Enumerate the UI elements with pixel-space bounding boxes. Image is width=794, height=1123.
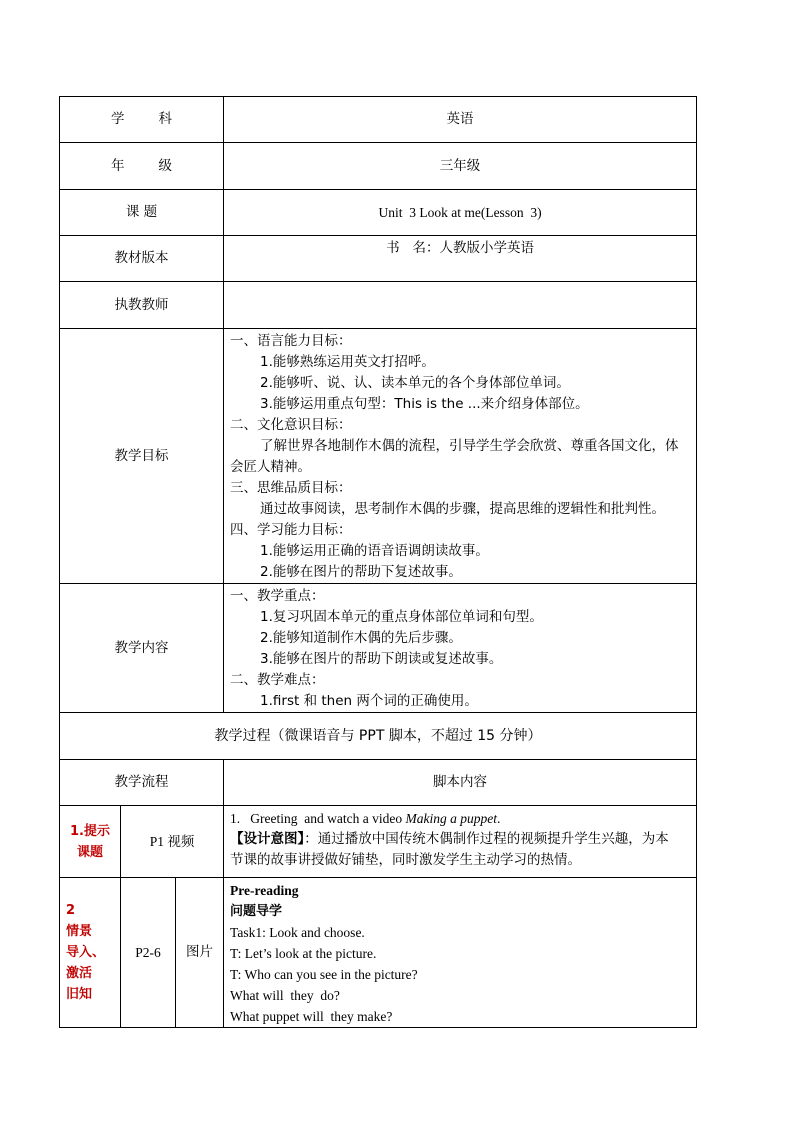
row-content bbox=[60, 584, 697, 713]
step2-line: T: Who can you see in the picture? bbox=[230, 967, 418, 982]
content-line: 1.复习巩固本单元的重点身体部位单词和句型。 bbox=[260, 609, 543, 625]
flow-header-right: 脚本内容 bbox=[224, 760, 697, 806]
content-content bbox=[224, 584, 697, 713]
objectives-line: 通过故事阅读，思考制作木偶的步骤，提高思维的逻辑性和批判性。 bbox=[260, 501, 666, 517]
step2-script bbox=[224, 878, 697, 1028]
row-teacher bbox=[60, 282, 697, 329]
content-line: 二、教学难点： bbox=[230, 672, 325, 688]
content-line: 3.能够在图片的帮助下朗读或复述故事。 bbox=[260, 651, 503, 667]
process-title: 教学过程（微课语音与 PPT 脚本，不超过 15 分钟） bbox=[60, 713, 697, 760]
objectives-line: 四、学习能力目标： bbox=[230, 522, 352, 538]
textbook-value: 书 名：人教版小学英语 bbox=[224, 236, 697, 282]
step1-slide: P1 视频 bbox=[121, 806, 224, 878]
teacher-label: 执教教师 bbox=[60, 282, 224, 329]
textbook-label: 教材版本 bbox=[60, 236, 224, 282]
content-label: 教学内容 bbox=[60, 584, 224, 713]
row-topic bbox=[60, 190, 697, 236]
objectives-label: 教学目标 bbox=[60, 329, 224, 584]
step1-design: 【设计意图】：通过播放中国传统木偶制作过程的视频提升学生兴趣，为本 bbox=[230, 831, 669, 847]
subject-value: 英语 bbox=[224, 97, 697, 143]
row-textbook bbox=[60, 236, 697, 282]
step2-slide: P2-6 bbox=[121, 878, 176, 1028]
content-line: 一、教学重点： bbox=[230, 588, 325, 604]
step1-script bbox=[224, 806, 697, 878]
content-line: 1.first 和 then 两个词的正确使用。 bbox=[260, 693, 478, 709]
step2-line: T: Let’s look at the picture. bbox=[230, 946, 377, 961]
step2-line: Task1: Look and choose. bbox=[230, 925, 365, 940]
row-step2 bbox=[60, 878, 697, 1028]
objectives-line: 了解世界各地制作木偶的流程，引导学生学会欣赏、尊重各国文化，体 bbox=[260, 438, 679, 454]
teacher-value bbox=[224, 282, 697, 329]
row-flow-header bbox=[60, 760, 697, 806]
objectives-line: 三、思维品质目标： bbox=[230, 480, 352, 496]
row-process-title bbox=[60, 713, 697, 760]
topic-value: Unit 3 Look at me(Lesson 3) bbox=[224, 190, 697, 236]
content-line: 2.能够知道制作木偶的先后步骤。 bbox=[260, 630, 462, 646]
objectives-line: 二、文化意识目标： bbox=[230, 417, 352, 433]
subject-label: 学 科 bbox=[60, 97, 224, 143]
objectives-line: 1.能够熟练运用英文打招呼。 bbox=[260, 354, 435, 370]
objectives-line: 1.能够运用正确的语音语调朗读故事。 bbox=[260, 543, 489, 559]
row-step1 bbox=[60, 806, 697, 878]
flow-header-left: 教学流程 bbox=[60, 760, 224, 806]
objectives-line: 2.能够在图片的帮助下复述故事。 bbox=[260, 564, 462, 580]
grade-label: 年 级 bbox=[60, 143, 224, 190]
step2-label: 2 情景 导入、 激活 旧知 bbox=[60, 878, 121, 1028]
step2-media: 图片 bbox=[176, 878, 224, 1028]
lesson-plan-table bbox=[59, 96, 697, 1028]
step2-heading: Pre-reading bbox=[230, 883, 299, 898]
step2-line: What will they do? bbox=[230, 988, 340, 1003]
grade-value: 三年级 bbox=[224, 143, 697, 190]
step1-label: 1.提示 课题 bbox=[60, 806, 121, 878]
row-grade bbox=[60, 143, 697, 190]
objectives-content bbox=[224, 329, 697, 584]
objectives-line: 3.能够运用重点句型：This is the ...来介绍身体部位。 bbox=[260, 396, 589, 412]
step2-subheading: 问题导学 bbox=[230, 904, 283, 919]
step1-design-cont: 节课的故事讲授做好铺垫，同时激发学生主动学习的热情。 bbox=[230, 852, 582, 868]
objectives-line: 一、语言能力目标： bbox=[230, 333, 352, 349]
objectives-line: 会匠人精神。 bbox=[230, 459, 312, 475]
step1-line: 1. Greeting and watch a video Making a puppet. bbox=[230, 811, 501, 826]
row-subject bbox=[60, 97, 697, 143]
topic-label: 课 题 bbox=[60, 190, 224, 236]
step2-line: What puppet will they make? bbox=[230, 1009, 393, 1024]
objectives-line: 2.能够听、说、认、读本单元的各个身体部位单词。 bbox=[260, 375, 570, 391]
row-objectives bbox=[60, 329, 697, 584]
